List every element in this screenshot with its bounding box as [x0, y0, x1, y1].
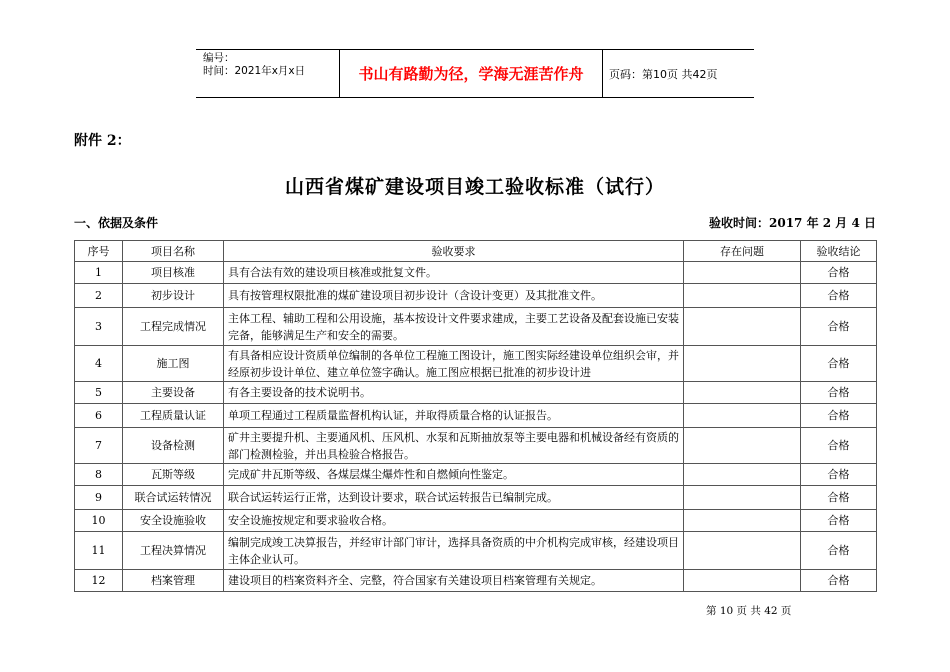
row-requirement: 有具备相应设计资质单位编制的各单位工程施工图设计，施工图实际经建设单位组织会审，并经原初步设计单位、建立单位签字确认。施工图应根据已批准的初步设计进: [224, 346, 684, 382]
document-title: 山西省煤矿建设项目竣工验收标准（试行）: [284, 176, 665, 198]
number-label: 编号：: [203, 52, 235, 64]
row-no: 12: [75, 570, 123, 592]
header-meta: [196, 50, 340, 97]
row-requirement: 编制完成竣工决算报告，并经审计部门审计，选择具备资质的中介机构完成审核，经建设项目主体企业认可。: [224, 532, 684, 570]
col-header-requirement: 验收要求: [224, 241, 684, 262]
row-result: 合格: [801, 486, 877, 510]
row-issue: [684, 346, 801, 382]
row-issue: [684, 428, 801, 464]
row-item: 设备检测: [123, 428, 224, 464]
row-item: 主要设备: [123, 382, 224, 404]
row-requirement: 建设项目的档案资料齐全、完整，符合国家有关建设项目档案管理有关规定。: [224, 570, 684, 592]
document-header: [196, 49, 754, 98]
row-item: 工程决算情况: [123, 532, 224, 570]
col-header-no: 序号: [75, 241, 123, 262]
row-item: 项目核准: [123, 262, 224, 284]
row-issue: [684, 486, 801, 510]
row-requirement: 具有按管理权限批准的煤矿建设项目初步设计（含设计变更）及其批准文件。: [224, 284, 684, 308]
motto: 书山有路勤为径，学海无涯苦作舟: [340, 50, 603, 97]
row-no: 10: [75, 510, 123, 532]
table-row: [75, 532, 877, 570]
col-header-item: 项目名称: [123, 241, 224, 262]
table-row: [75, 308, 877, 346]
row-result: 合格: [801, 404, 877, 428]
table-header-row: [75, 241, 877, 262]
row-result: 合格: [801, 532, 877, 570]
row-result: 合格: [801, 570, 877, 592]
row-no: 9: [75, 486, 123, 510]
table-row: [75, 486, 877, 510]
attachment-label: 附件 2：: [74, 133, 131, 149]
row-issue: [684, 570, 801, 592]
row-no: 5: [75, 382, 123, 404]
row-result: 合格: [801, 382, 877, 404]
row-result: 合格: [801, 510, 877, 532]
table-row: [75, 570, 877, 592]
section-heading: 一、依据及条件: [74, 216, 159, 230]
row-issue: [684, 532, 801, 570]
row-issue: [684, 308, 801, 346]
row-item: 档案管理: [123, 570, 224, 592]
row-no: 7: [75, 428, 123, 464]
row-no: 8: [75, 464, 123, 486]
row-requirement: 矿井主要提升机、主要通风机、压风机、水泵和瓦斯抽放泵等主要电器和机械设备经有资质的部门检测检验，并出具检验合格报告。: [224, 428, 684, 464]
row-requirement: 单项工程通过工程质量监督机构认证，并取得质量合格的认证报告。: [224, 404, 684, 428]
row-item: 工程质量认证: [123, 404, 224, 428]
row-issue: [684, 464, 801, 486]
page-info: 页码：第10页 共42页: [609, 67, 718, 81]
page-footer: 第 10 页 共 42 页: [706, 605, 792, 617]
table-row: [75, 510, 877, 532]
row-item: 施工图: [123, 346, 224, 382]
acceptance-time: 验收时间：2017 年 2 月 4 日: [709, 216, 876, 230]
row-no: 11: [75, 532, 123, 570]
section-row: [74, 214, 876, 231]
table-row: [75, 404, 877, 428]
row-no: 2: [75, 284, 123, 308]
row-issue: [684, 262, 801, 284]
row-item: 安全设施验收: [123, 510, 224, 532]
row-result: 合格: [801, 308, 877, 346]
row-item: 瓦斯等级: [123, 464, 224, 486]
row-requirement: 安全设施按规定和要求验收合格。: [224, 510, 684, 532]
row-issue: [684, 510, 801, 532]
row-issue: [684, 404, 801, 428]
time-label: 时间：2021年x月x日: [203, 65, 306, 77]
row-requirement: 完成矿井瓦斯等级、各煤层煤尘爆炸性和自燃倾向性鉴定。: [224, 464, 684, 486]
row-requirement: 主体工程、辅助工程和公用设施，基本按设计文件要求建成，主要工艺设备及配套设施已安装完备，能够满足生产和安全的需要。: [224, 308, 684, 346]
row-no: 3: [75, 308, 123, 346]
table-row: [75, 382, 877, 404]
table-row: [75, 464, 877, 486]
row-no: 1: [75, 262, 123, 284]
row-item: 联合试运转情况: [123, 486, 224, 510]
row-item: 工程完成情况: [123, 308, 224, 346]
col-header-result: 验收结论: [801, 241, 877, 262]
row-no: 6: [75, 404, 123, 428]
row-requirement: 有各主要设备的技术说明书。: [224, 382, 684, 404]
row-result: 合格: [801, 428, 877, 464]
row-requirement: 具有合法有效的建设项目核准或批复文件。: [224, 262, 684, 284]
row-issue: [684, 284, 801, 308]
table-row: [75, 346, 877, 382]
table-row: [75, 262, 877, 284]
row-result: 合格: [801, 346, 877, 382]
row-item: 初步设计: [123, 284, 224, 308]
col-header-issue: 存在问题: [684, 241, 801, 262]
row-result: 合格: [801, 464, 877, 486]
row-result: 合格: [801, 284, 877, 308]
row-no: 4: [75, 346, 123, 382]
table-row: [75, 284, 877, 308]
row-issue: [684, 382, 801, 404]
row-result: 合格: [801, 262, 877, 284]
row-requirement: 联合试运转运行正常，达到设计要求，联合试运转报告已编制完成。: [224, 486, 684, 510]
table-row: [75, 428, 877, 464]
acceptance-table: [74, 240, 877, 592]
